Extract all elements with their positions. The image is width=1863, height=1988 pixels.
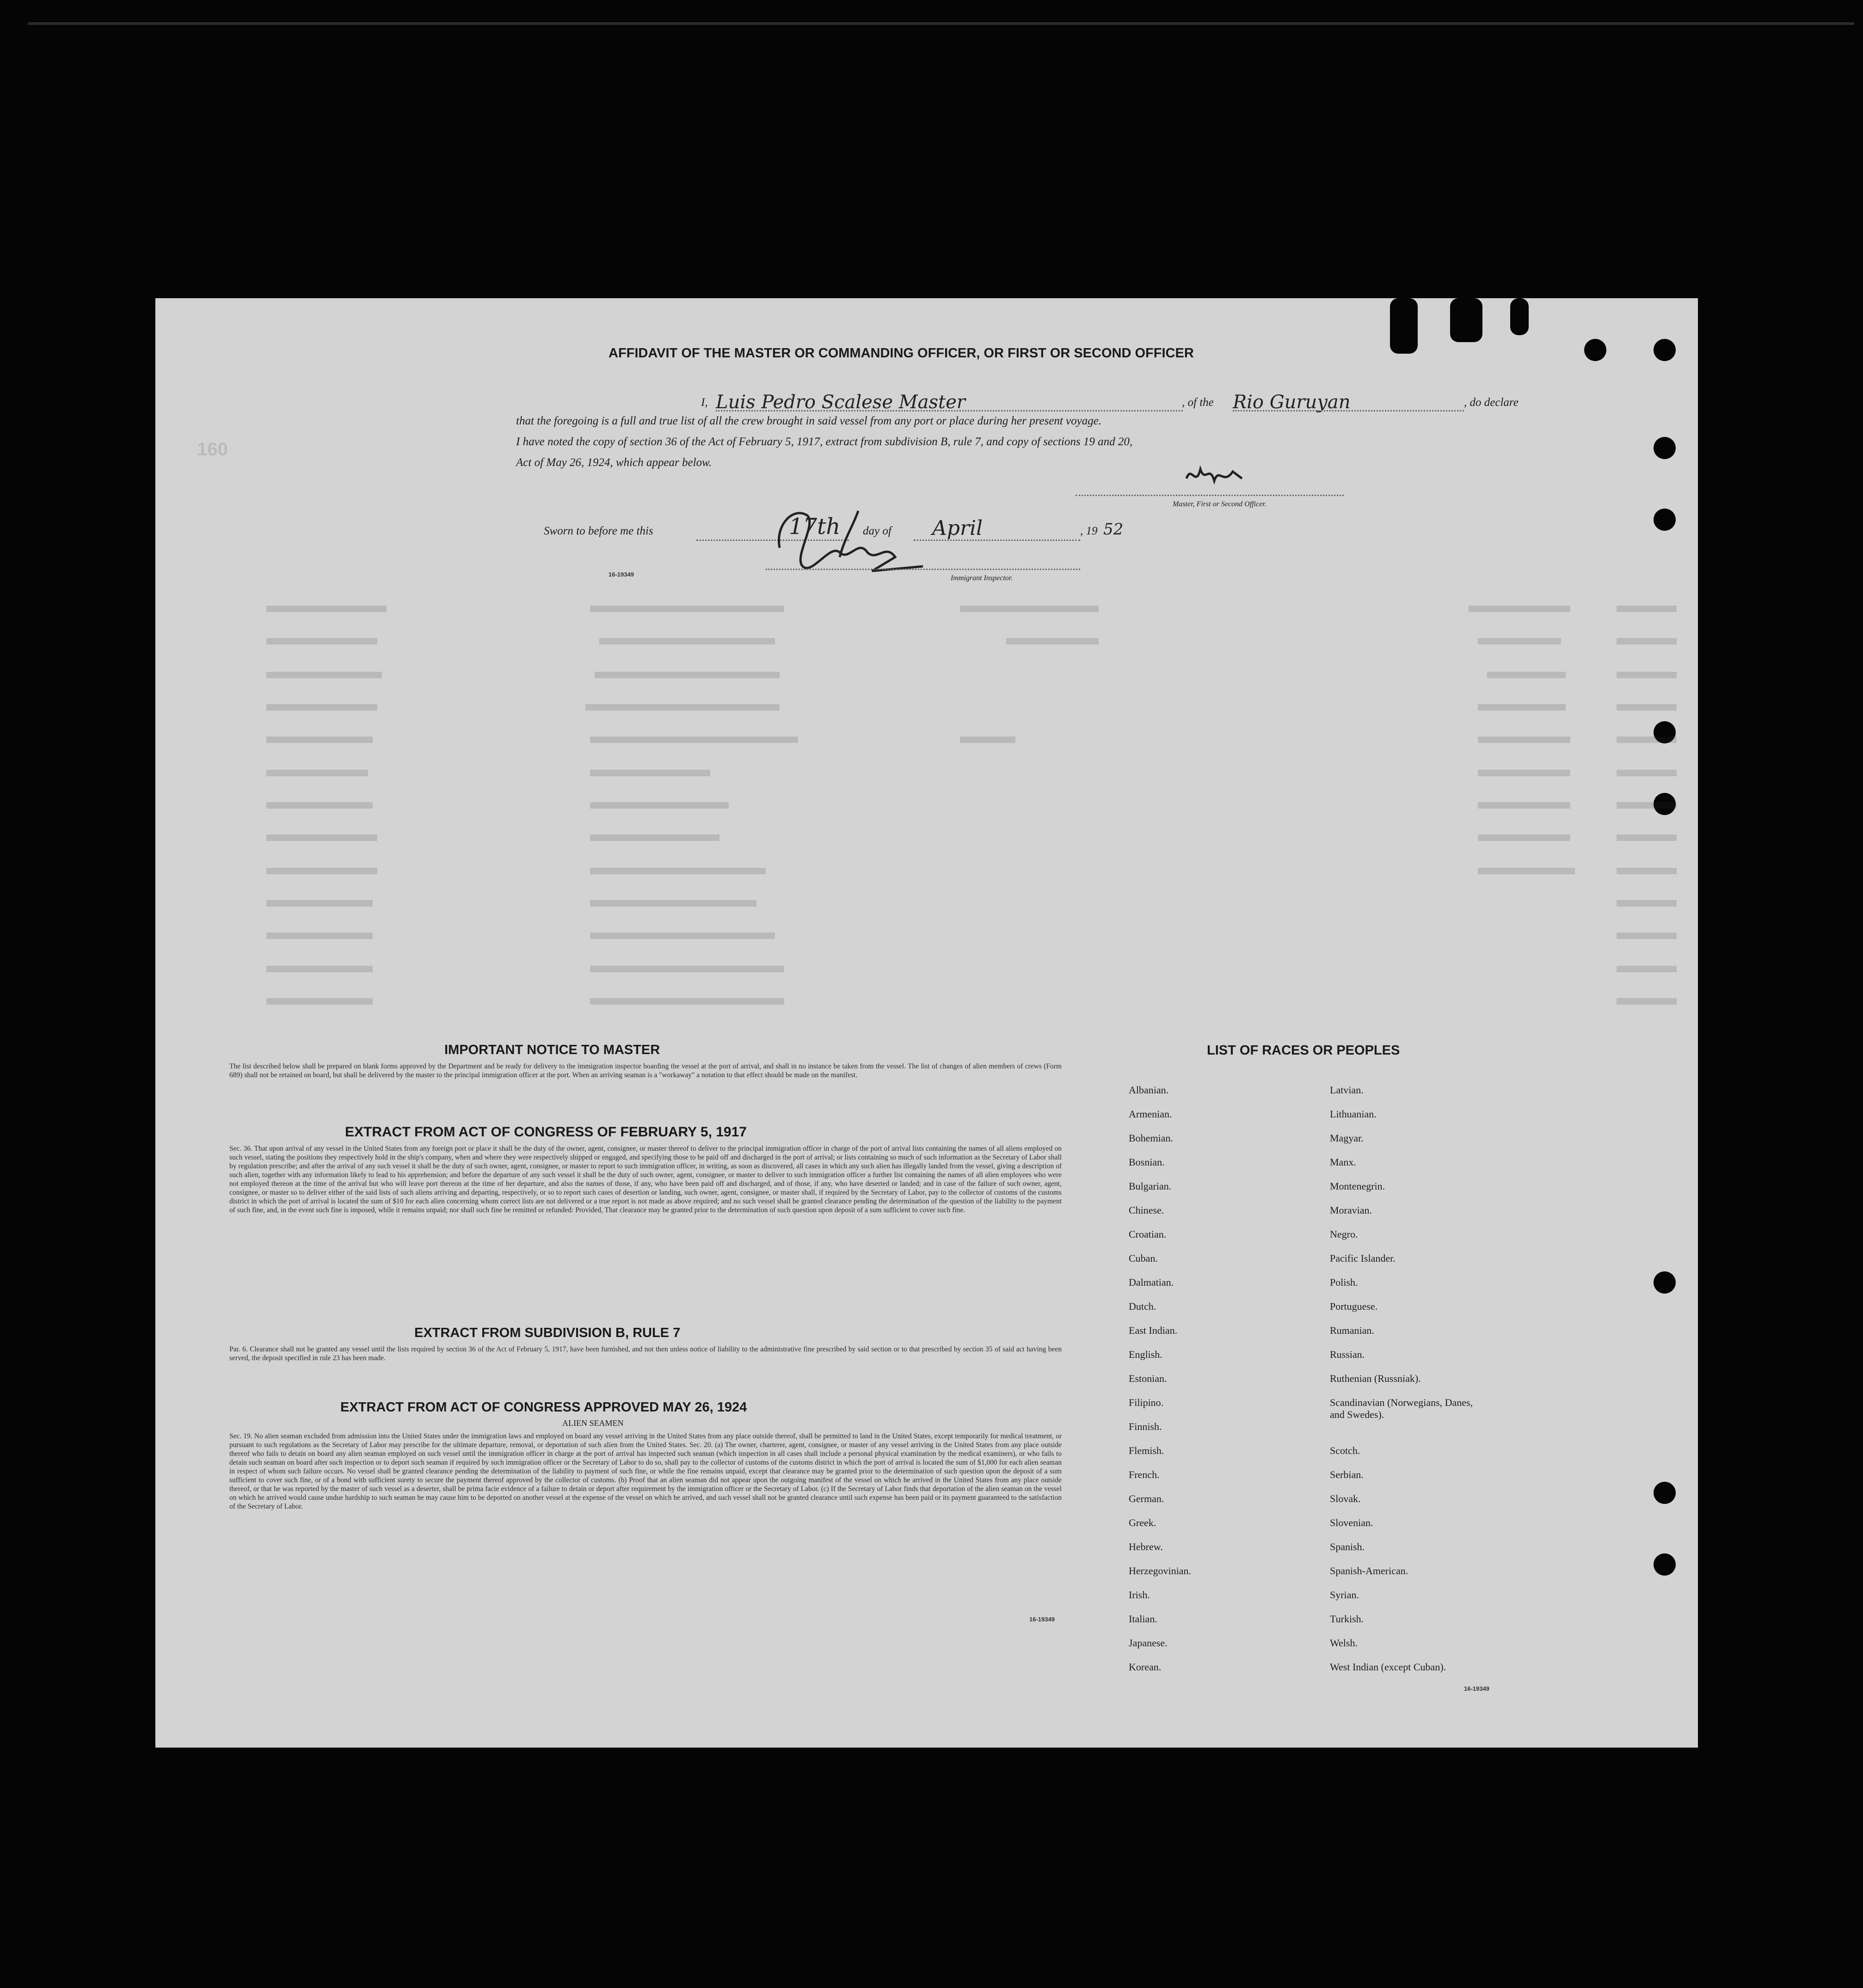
race-item: French.	[1129, 1469, 1160, 1480]
race-item: Estonian.	[1129, 1373, 1167, 1384]
affidavit-line-3: I have noted the copy of section 36 of the Act of February 5, 1917, extract from subdivision B, rule 7, and copy of sections 19 and 20,	[516, 436, 1133, 448]
race-item: West Indian (except Cuban).	[1330, 1661, 1446, 1673]
day-handwriting: 17th	[789, 514, 841, 540]
race-item: Lithuanian.	[1330, 1108, 1377, 1120]
race-item: Bulgarian.	[1129, 1180, 1172, 1192]
punch-hole	[1654, 437, 1676, 459]
ink-blot	[1390, 298, 1418, 354]
race-item: Manx.	[1330, 1156, 1356, 1168]
punch-hole	[1654, 1553, 1676, 1576]
punch-hole	[1584, 339, 1606, 361]
master-signature-label: Master, First or Second Officer.	[1173, 500, 1267, 508]
extract-1917-text: Sec. 36. That upon arrival of any vessel in the United States from any foreign port or place it shall be the duty of the owner, agent, consignee, or master thereof to deliver to the principal immigration officer in charge of the port of arrival lists containing the names of all aliens employed on such vessel, stating the positions they respectively hold in the ship's company, when and where they were respectively shipped or engaged, and specifying those to be paid off and discharged in the port of arrival; or lists containing so much of such information as the Secretary of Labor shall by regulation prescribe; and after the arrival of any such vessel it shall be the duty of such owner, agent, consignee, or master to report to such immigration officer, in writing, as soon as discovered, all cases in which any such alien has illegally landed from the vessel, giving a description of such alien, together with any information likely to lead to his apprehension; and before the departure of any such vessel it shall be the duty of such owner, agent, consignee, or master to deliver to such immigration officer a further list containing the names of all alien employees who were not employed thereon at the time of the arrival but who will leave port thereon at the time of her departure, and also the names of those, if any, who have been paid off and discharged, and of those, if any, who have deserted or landed; and in case of the failure of such owner, agent, consignee, or master so to deliver either of the said lists of such aliens arriving and departing, respectively, or so to report such cases of desertion or landing, such owner, agent, consignee, or master shall, if required by the Secretary of Labor, pay to the collector of customs of the customs district in which the port of arrival is located the sum of $10 for each alien concerning whom correct lists are not delivered or a true report is not made as above required; and no such vessel shall be granted clearance pending the determination of the question of the liability to the payment of such fine, and, in the event such fine is imposed, while it remains unpaid; nor shall such fine be remitted or refunded: Provided, That clearance may be granted prior to the determination of such question upon deposit of a sum sufficient to cover such fine.	[229, 1145, 1062, 1214]
race-item: Rumanian.	[1330, 1325, 1374, 1336]
race-item: Italian.	[1129, 1613, 1157, 1625]
race-item: Polish.	[1330, 1276, 1358, 1288]
race-item: Turkish.	[1330, 1613, 1364, 1625]
affidavit-title: AFFIDAVIT OF THE MASTER OR COMMANDING OFFICER, OR FIRST OR SECOND OFFICER	[609, 346, 1194, 361]
race-item: Welsh.	[1330, 1637, 1358, 1649]
punch-hole	[1654, 339, 1676, 361]
race-item: Pacific Islander.	[1330, 1252, 1396, 1264]
ink-blot	[1510, 298, 1529, 335]
race-item: Filipino.	[1129, 1397, 1164, 1408]
master-name-handwriting: Luis Pedro Scalese Master	[716, 392, 965, 413]
race-item: Albanian.	[1129, 1084, 1169, 1096]
alien-seamen-subtitle: ALIEN SEAMEN	[562, 1418, 624, 1428]
inspector-line	[766, 569, 1080, 570]
affidavit-line-2: that the foregoing is a full and true list of all the crew brought in said vessel from any port or place during her present voyage.	[516, 415, 1102, 427]
extract-1917-title: EXTRACT FROM ACT OF CONGRESS OF FEBRUARY 5, 1917	[345, 1124, 747, 1140]
race-item: Korean.	[1129, 1661, 1162, 1673]
races-title: LIST OF RACES OR PEOPLES	[1207, 1043, 1400, 1058]
extract-form-number: 16-19349	[1029, 1616, 1055, 1623]
race-item: Russian.	[1330, 1349, 1365, 1360]
signature-line	[1076, 495, 1344, 496]
subdivision-b-text: Par. 6. Clearance shall not be granted any vessel until the lists required by section 36 of the Act of February 5, 1917, have been furnished, and not then unless notice of liability to the administrative fine prescribed by said section or to that prescribed by section 35 of said act having been served, the deposit specified in rule 23 has been made.	[229, 1345, 1062, 1362]
affidavit-line-1: I, Luis Pedro Scalese Master , of the Rio Guruyan , do declare	[701, 392, 1519, 413]
race-item: Dutch.	[1129, 1301, 1156, 1312]
margin-number: 160	[197, 439, 228, 460]
race-item: East Indian.	[1129, 1325, 1178, 1336]
race-item: Ruthenian (Russniak).	[1330, 1373, 1421, 1384]
affidavit-line-4: Act of May 26, 1924, which appear below.	[516, 456, 712, 469]
race-item: Scandinavian (Norwegians, Danes, and Swedes).	[1330, 1397, 1473, 1420]
document-sheet	[155, 298, 1698, 1748]
punch-hole	[1654, 1482, 1676, 1504]
race-item: Montenegrin.	[1330, 1180, 1385, 1192]
race-item: Portuguese.	[1330, 1301, 1378, 1312]
race-item: Slovenian.	[1330, 1517, 1373, 1528]
inspector-label: Immigrant Inspector.	[951, 574, 1013, 582]
race-item: Cuban.	[1129, 1252, 1158, 1264]
race-item: Moravian.	[1330, 1204, 1372, 1216]
race-item: Armenian.	[1129, 1108, 1172, 1120]
scan-top-edge	[28, 22, 1854, 25]
race-item: Serbian.	[1330, 1469, 1364, 1480]
race-item: Irish.	[1129, 1589, 1150, 1601]
race-item: Syrian.	[1330, 1589, 1359, 1601]
races-right-column	[1330, 1084, 1482, 1685]
race-item: Negro.	[1330, 1228, 1358, 1240]
ink-blot	[1450, 298, 1482, 342]
punch-hole	[1654, 1271, 1676, 1294]
month-handwriting: April	[932, 516, 983, 540]
race-item: Greek.	[1129, 1517, 1156, 1528]
race-item: Dalmatian.	[1129, 1276, 1174, 1288]
race-item: Bohemian.	[1129, 1132, 1173, 1144]
extract-1924-title: EXTRACT FROM ACT OF CONGRESS APPROVED MAY 26, 1924	[340, 1400, 747, 1415]
race-item: Slovak.	[1330, 1493, 1361, 1504]
notice-title: IMPORTANT NOTICE TO MASTER	[444, 1043, 660, 1057]
notice-text: The list described below shall be prepared on blank forms approved by the Department and be ready for delivery to the immigration inspector boarding the vessel at the port of arrival, and shall in no instance be taken from the vessel. The list of changes of alien members of crews (Form 689) shall not be retained on board, but shall be delivered by the master to the principal immigration officer at the port. When an arriving seaman is a "workaway" a notation to that effect should be made on the manifest.	[229, 1062, 1062, 1079]
race-item: Japanese.	[1129, 1637, 1168, 1649]
race-item: Spanish-American.	[1330, 1565, 1408, 1577]
race-item: English.	[1129, 1349, 1162, 1360]
affidavit-form-number: 16-19349	[609, 571, 634, 578]
race-item: Chinese.	[1129, 1204, 1164, 1216]
sworn-line: Sworn to before me this 17th day of April , 19 52	[544, 514, 1124, 540]
race-item: Scotch.	[1330, 1445, 1360, 1456]
race-item: Latvian.	[1330, 1084, 1364, 1096]
races-left-column	[1129, 1084, 1191, 1685]
race-item: Spanish.	[1330, 1541, 1365, 1552]
races-form-number: 16-19349	[1464, 1685, 1489, 1692]
year-handwriting: 52	[1103, 520, 1124, 539]
vessel-name-handwriting: Rio Guruyan	[1233, 392, 1351, 413]
race-item: Croatian.	[1129, 1228, 1167, 1240]
subdivision-b-title: EXTRACT FROM SUBDIVISION B, RULE 7	[414, 1325, 681, 1340]
extract-1924-text: Sec. 19. No alien seaman excluded from admission into the United States under the immigration laws and employed on board any vessel arriving in the United States from any place outside thereof, shall be permitted to land in the United States, except temporarily for medical treatment, or pursuant to such regulations as the Secretary of Labor may prescribe for the ultimate departure, removal, or deportation of such alien from the United States. Sec. 20. (a) The owner, charterer, agent, consignee, or master of any vessel arriving in the United States from any place outside thereof who fails to detain on board any alien seaman employed on such vessel until the immigration officer in charge at the port of arrival has inspected such seaman (which inspection in all cases shall include a personal physical examination by the medical examiners), or who fails to detain such seaman on board after such inspection or to deport such seaman if required by such immigration officer or the Secretary of Labor to do so, shall pay to the collector of customs of the customs district in which the port of arrival is located the sum of $1,000 for each alien seaman in respect of whom such failure occurs. No vessel shall be granted clearance pending the determination of the liability to payment of such fine, or while the fine remains unpaid, except that clearance may be granted prior to the determination of such question upon the deposit of a sum sufficient to cover such fine, or of a bond with sufficient surety to secure the payment thereof approved by the collector of customs. (b) Proof that an alien seaman did not appear upon the outgoing manifest of the vessel on which he arrived in the United States from any place outside thereof, or that he was reported by the master of such vessel as a deserter, shall be prima facie evidence of a failure to detain or deport after requirement by the immigration officer or the Secretary of Labor. (c) If the Secretary of Labor finds that deportation of the alien seaman on the vessel on which he arrived would cause undue hardship to such seaman he may cause him to be deported on another vessel at the expense of the vessel on which he arrived, and such vessel shall not be granted clearance until such expense has been paid or its payment guaranteed to the satisfaction of the Secretary of Labor.	[229, 1432, 1062, 1510]
race-item: German.	[1129, 1493, 1164, 1504]
race-item: Bosnian.	[1129, 1156, 1165, 1168]
punch-hole	[1654, 509, 1676, 531]
race-item: Hebrew.	[1129, 1541, 1163, 1552]
race-item: Herzegovinian.	[1129, 1565, 1191, 1577]
master-signature	[1182, 460, 1251, 492]
inspector-signature	[766, 497, 941, 580]
race-item: Magyar.	[1330, 1132, 1364, 1144]
race-item: Finnish.	[1129, 1421, 1162, 1432]
race-item: Flemish.	[1129, 1445, 1164, 1456]
